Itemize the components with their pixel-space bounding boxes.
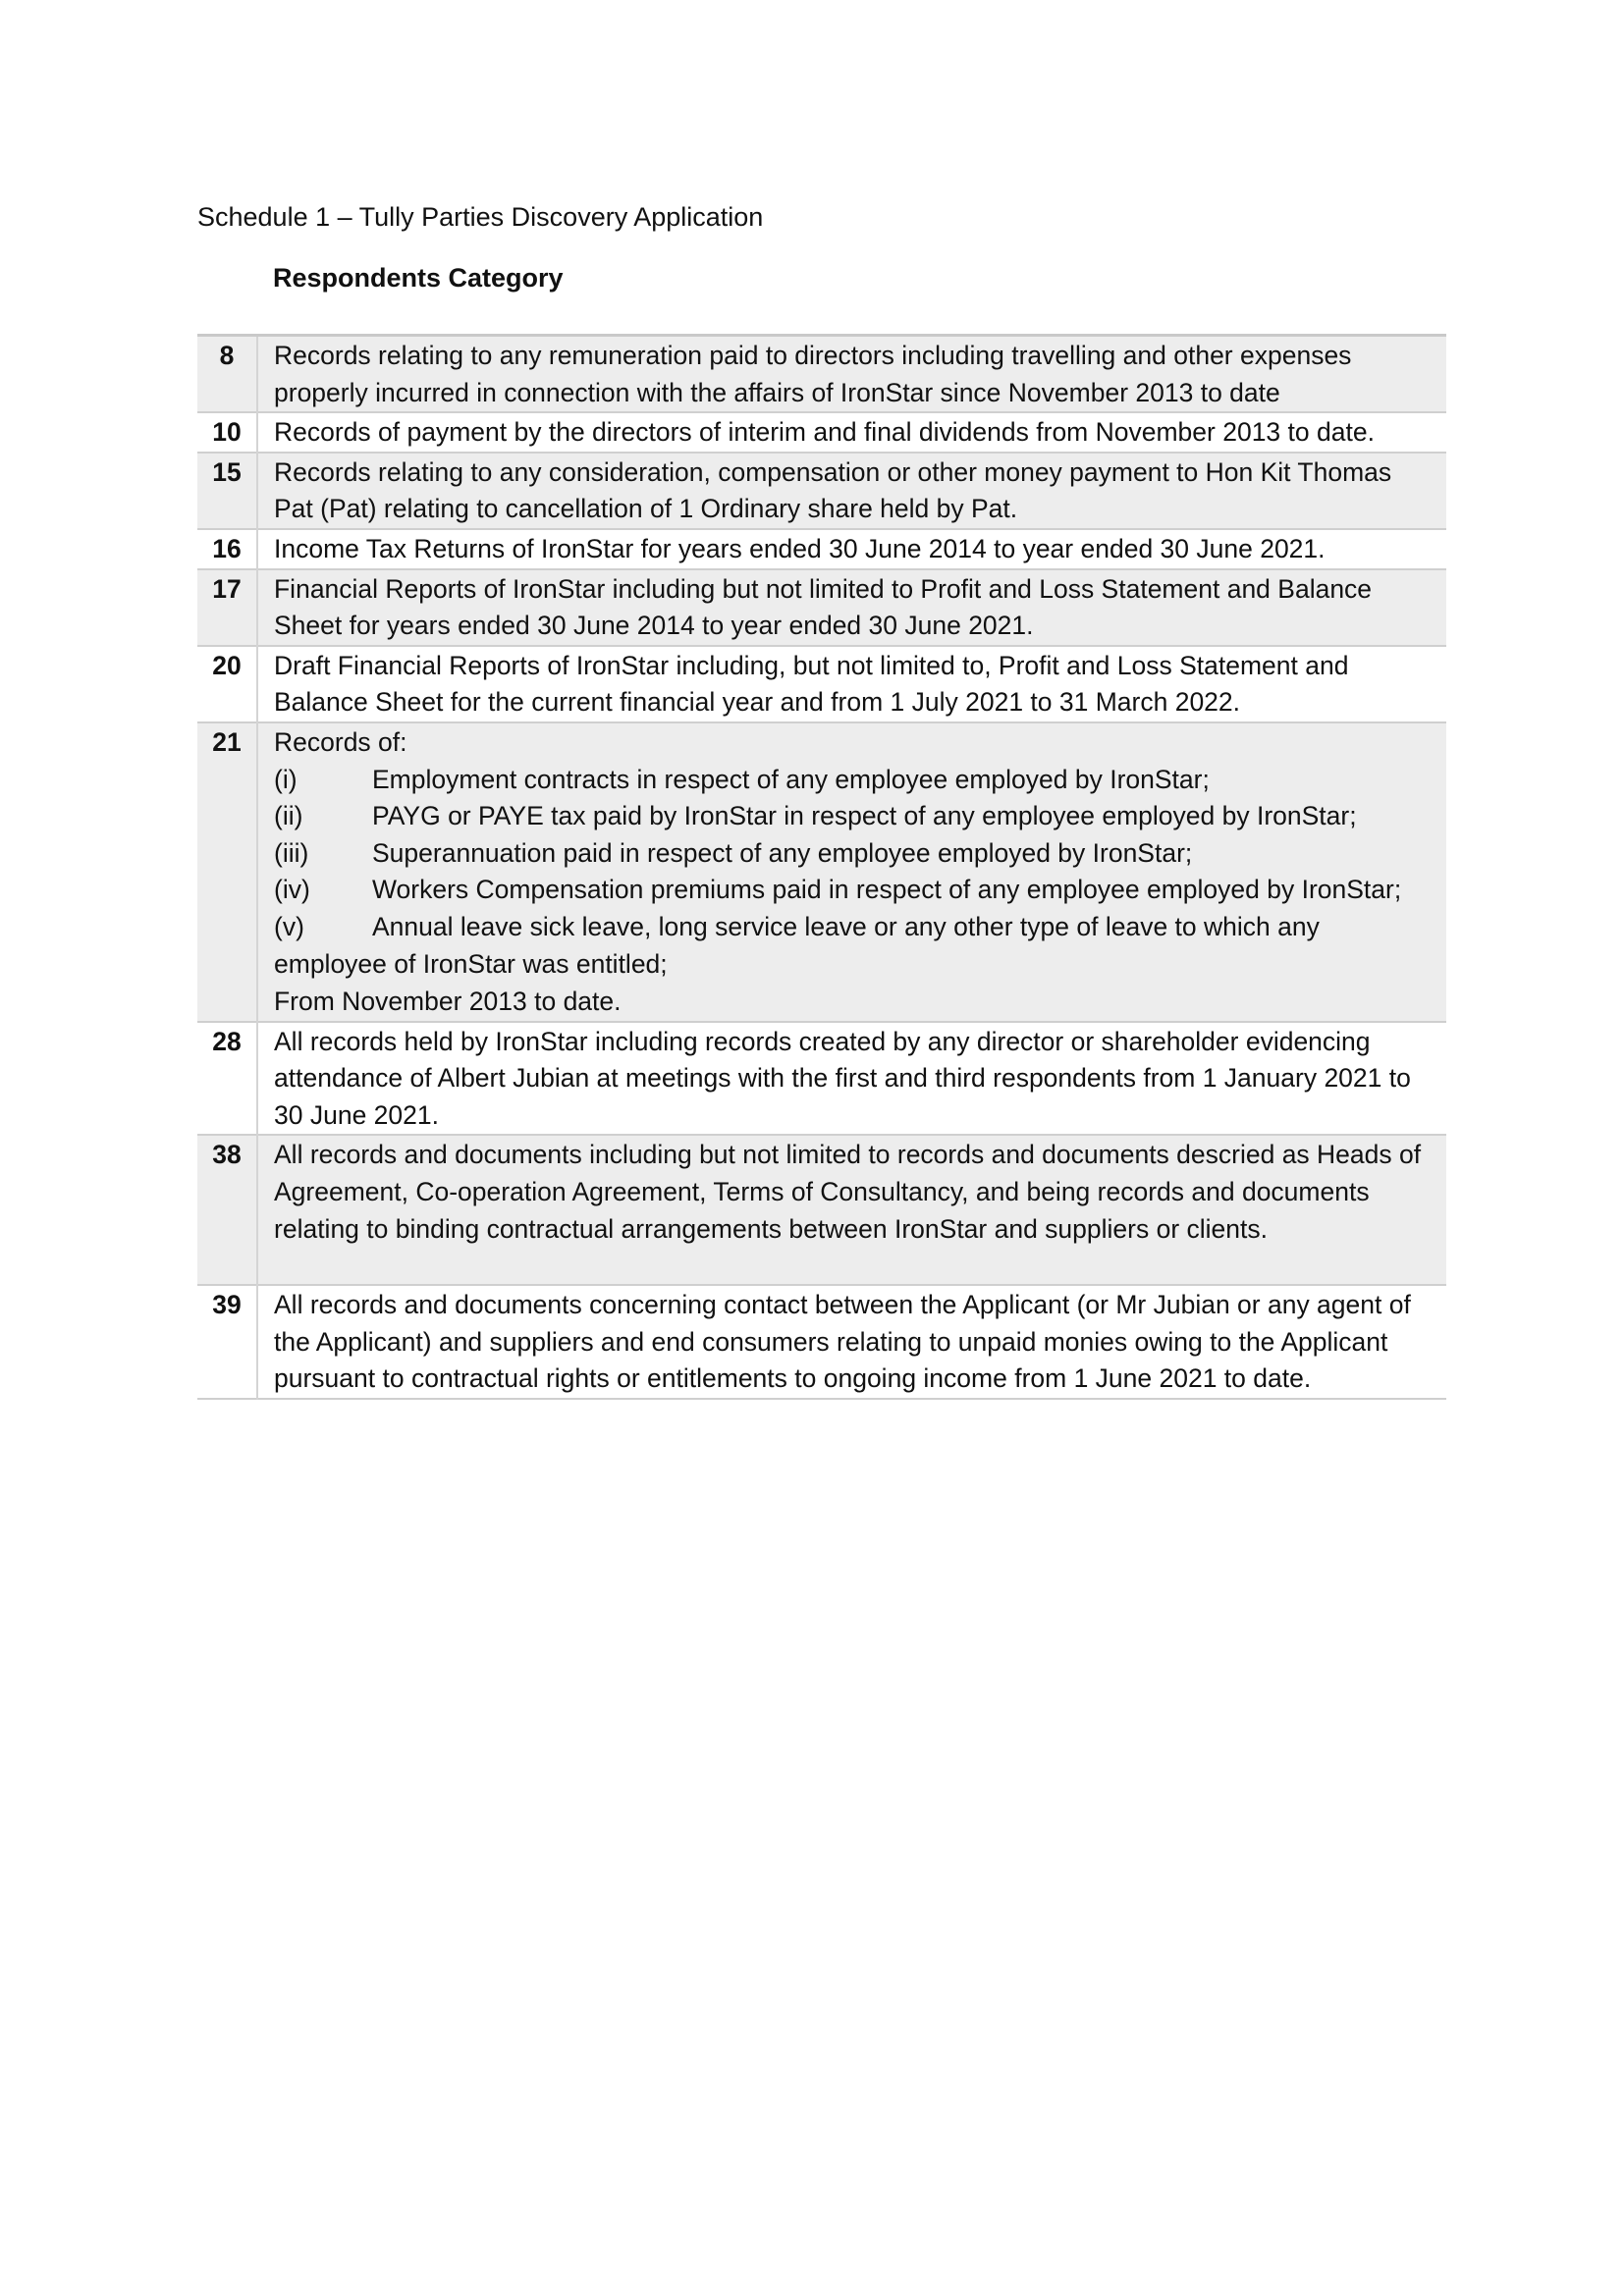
discovery-categories-table bbox=[197, 334, 1446, 1400]
category-number: 21 bbox=[197, 722, 257, 1022]
table-row bbox=[197, 1022, 1446, 1136]
table-row bbox=[197, 453, 1446, 529]
table-row bbox=[197, 722, 1446, 1022]
category-description: All records and documents concerning contact between the Applicant (or Mr Jubian or any agent of the Applicant) and suppliers and end consumers relating to unpaid monies owing to the Applicant pursuant to contractual rights or entitlements to ongoing income from 1 June 2021 to date. bbox=[274, 1290, 1411, 1394]
list-item-text: Annual leave sick leave, long service leave or any other type of leave to which any employee of IronStar was entitled; bbox=[274, 911, 1320, 979]
list-marker: (v) bbox=[274, 911, 304, 941]
list-marker: (i) bbox=[274, 764, 298, 794]
list-item-text: Workers Compensation premiums paid in respect of any employee employed by IronStar; bbox=[372, 875, 1402, 905]
category-description: Records of payment by the directors of interim and final dividends from November 2013 to date. bbox=[274, 417, 1375, 448]
category-number: 16 bbox=[197, 529, 257, 569]
category-number: 20 bbox=[197, 646, 257, 722]
category-number: 15 bbox=[197, 453, 257, 529]
list-intro: Records of: bbox=[274, 726, 407, 757]
category-number: 8 bbox=[197, 336, 257, 413]
category-number: 17 bbox=[197, 569, 257, 646]
list-item bbox=[274, 798, 1436, 835]
table-row bbox=[197, 1285, 1446, 1399]
list-item-text: PAYG or PAYE tax paid by IronStar in respect of any employee employed by IronStar; bbox=[372, 801, 1357, 831]
table-row bbox=[197, 1135, 1446, 1285]
list-item-text: Superannuation paid in respect of any employee employed by IronStar; bbox=[372, 837, 1193, 868]
category-description bbox=[257, 722, 1446, 1022]
list-marker: (iii) bbox=[274, 837, 309, 868]
list-item bbox=[274, 762, 1436, 799]
table-row bbox=[197, 529, 1446, 569]
category-number: 28 bbox=[197, 1022, 257, 1136]
list-item bbox=[274, 835, 1436, 873]
list-outro: From November 2013 to date. bbox=[274, 987, 622, 1017]
table-row bbox=[197, 336, 1446, 413]
category-description: Income Tax Returns of IronStar for years ended 30 June 2014 to year ended 30 June 2021. bbox=[274, 533, 1326, 563]
category-description: Draft Financial Reports of IronStar including, but not limited to, Profit and Loss Statement and Balance Sheet for the current financial year and from 1 July 2021 to 31 March 2022. bbox=[274, 650, 1349, 718]
list-item bbox=[274, 872, 1436, 909]
list-item-text: Employment contracts in respect of any employee employed by IronStar; bbox=[372, 764, 1210, 794]
table-row bbox=[197, 569, 1446, 646]
table-row bbox=[197, 412, 1446, 453]
category-number: 38 bbox=[197, 1135, 257, 1285]
category-number: 39 bbox=[197, 1285, 257, 1399]
table-row bbox=[197, 646, 1446, 722]
category-number: 10 bbox=[197, 412, 257, 453]
page-title: Schedule 1 – Tully Parties Discovery Application bbox=[197, 202, 764, 232]
list-item bbox=[274, 909, 1436, 983]
category-description: Financial Reports of IronStar including but not limited to Profit and Loss Statement and Balance Sheet for years ended 30 June 2014 to year ended 30 June 2021. bbox=[257, 569, 1446, 646]
list-marker: (ii) bbox=[274, 801, 303, 831]
respondents-category-heading: Respondents Category bbox=[273, 263, 564, 293]
category-description: All records held by IronStar including records created by any director or shareholder evidencing attendance of Albert Jubian at meetings with the first and third respondents from 1 January 2021 to 30 June 2021. bbox=[274, 1026, 1411, 1130]
category-description: All records and documents including but not limited to records and documents descried as Heads of Agreement, Co-operation Agreement, Terms of Consultancy, and being records and documents relating to binding contractual arrangements between IronStar and suppliers or clients. bbox=[257, 1135, 1446, 1285]
list-marker: (iv) bbox=[274, 875, 310, 905]
category-description: Records relating to any consideration, compensation or other money payment to Hon Kit Thomas Pat (Pat) relating to cancellation of 1 Ordinary share held by Pat. bbox=[257, 453, 1446, 529]
category-description: Records relating to any remuneration paid to directors including travelling and other expenses properly incurred in connection with the affairs of IronStar since November 2013 to date bbox=[257, 336, 1446, 413]
